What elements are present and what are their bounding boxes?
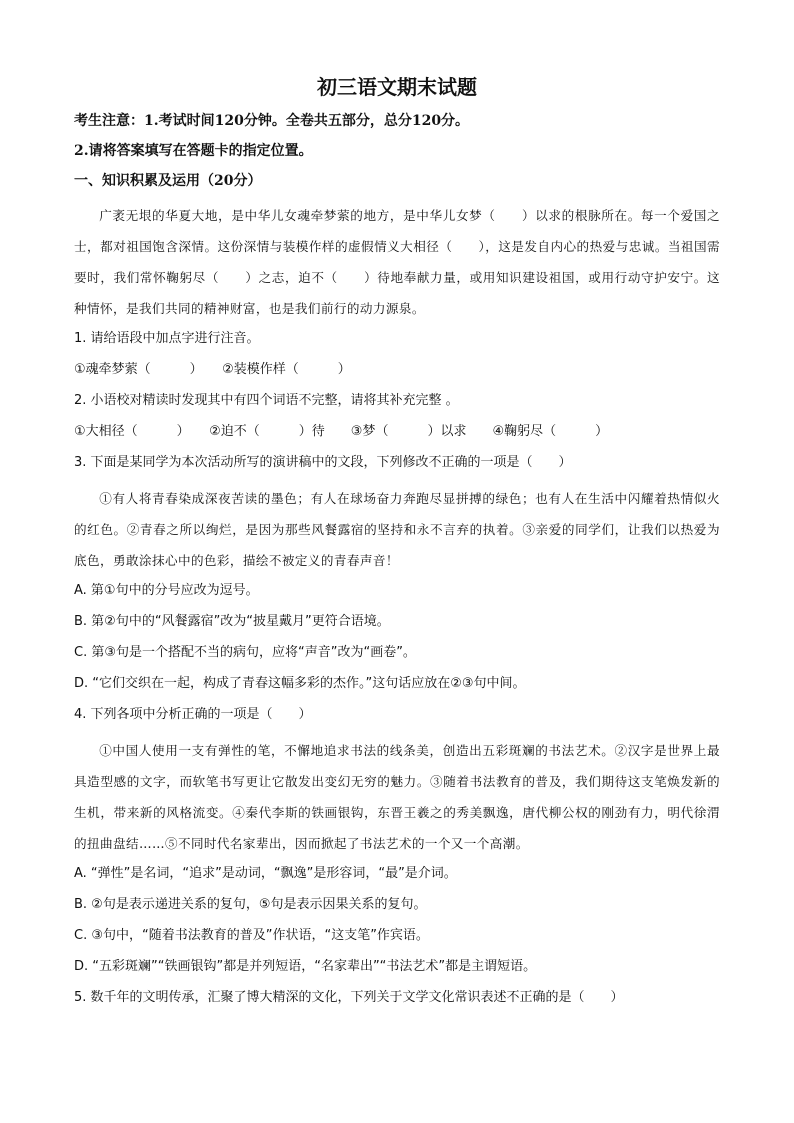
page-title: 初三语文期末试题 <box>317 75 477 99</box>
question-2-blanks: ①大相径（ ） ②迫不（ ）待 ③梦（ ）以求 ④鞠躬尽（ ） <box>74 424 609 439</box>
question-3-option-a: A. 第①句中的分号应改为逗号。 <box>74 583 259 598</box>
question-2-stem: 2. 小语校对精读时发现其中有四个词语不完整，请将其补充完整 。 <box>74 393 459 408</box>
question-5-stem: 5. 数千年的文明传承，汇聚了博大精深的文化，下列关于文学文化常识表述不正确的是（ ） <box>74 990 624 1005</box>
question-3-option-c: C. 第③句是一个搭配不当的病句，应将“声音”改为“画卷”。 <box>74 645 416 660</box>
reading-passage: 广袤无垠的华夏大地，是中华儿女魂牵梦萦的地方，是中华儿女梦（ ）以求的根脉所在。每一个爱国之士，都对祖国饱含深情。这份深情与装模作样的虚假情义大相径（ ），这是发自内心的热爱与忠诚。当祖国需要时，我们常怀鞠躬尽（ ）之志，迫不（ ）待地奉献力量，或用知识建设祖国，或用行动守护安宁。这种情怀，是我们共同的精神财富，也是我们前行的动力源泉。 <box>74 208 720 316</box>
question-3-passage: ①有人将青春染成深夜苦读的墨色；有人在球场奋力奔跑尽显拼搏的绿色；也有人在生活中闪耀着热情似火的红色。②青春之所以绚烂，是因为那些风餐露宿的坚持和永不言弃的执着。③亲爱的同学们，让我们以热爱为底色，勇敢涂抹心中的色彩，描绘不被定义的青春声音！ <box>74 491 720 568</box>
question-4-option-a: A. “弹性”是名词，“追求”是动词，“飘逸”是形容词，“最”是介词。 <box>74 866 457 881</box>
question-3-stem: 3. 下面是某同学为本次活动所写的演讲稿中的文段，下列修改不正确的一项是（ ） <box>74 455 572 470</box>
question-1-blanks: ①魂牵梦萦（ ） ②装模作样（ ） <box>74 362 351 377</box>
question-4-option-d: D. “五彩斑斓”“铁画银钩”都是并列短语，“名家辈出”“书法艺术”都是主谓短语。 <box>74 959 537 974</box>
question-4-stem: 4. 下列各项中分析正确的一项是（ ） <box>74 707 312 722</box>
question-3-option-b: B. 第②句中的“风餐露宿”改为“披星戴月”更符合语境。 <box>74 614 390 629</box>
question-4-option-b: B. ②句是表示递进关系的复句，⑤句是表示因果关系的复句。 <box>74 897 427 912</box>
question-4-passage: ①中国人使用一支有弹性的笔，不懈地追求书法的线条美，创造出五彩斑斓的书法艺术。②汉字是世界上最具造型感的文字，而软笔书写更让它散发出变幻无穷的魅力。③随着书法教育的普及，我们期待这支笔焕发新的生机，带来新的风格流变。④秦代李斯的铁画银钩，东晋王羲之的秀美飘逸，唐代柳公权的刚劲有力，明代徐渭的扭曲盘结……⑤不同时代名家辈出，因而掀起了书法艺术的一个又一个高潮。 <box>74 743 720 851</box>
question-4-option-c: C. ③句中，“随着书法教育的普及”作状语，“这支笔”作宾语。 <box>74 928 429 943</box>
exam-notice-line-2: 2.请将答案填写在答题卡的指定位置。 <box>74 143 313 159</box>
question-3-option-d: D. “它们交织在一起，构成了青春这幅多彩的杰作。”这句话应放在②③句中间。 <box>74 676 526 691</box>
exam-notice-line-1: 考生注意：1.考试时间120分钟。全卷共五部分，总分120分。 <box>74 113 470 129</box>
section-heading: 一、知识积累及运用（20分） <box>74 173 262 189</box>
question-1-stem: 1. 请给语段中加点字进行注音。 <box>74 331 260 346</box>
